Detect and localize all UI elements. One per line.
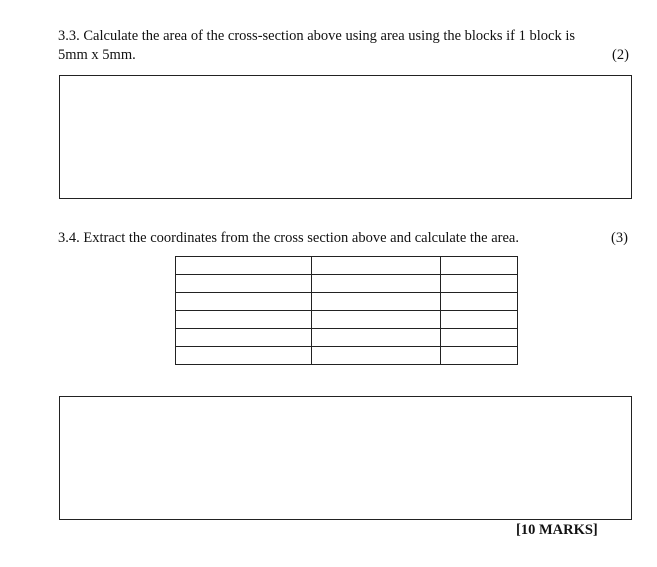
table-cell[interactable]	[176, 329, 312, 347]
table-cell[interactable]	[441, 311, 518, 329]
answer-box-3-4[interactable]	[59, 396, 632, 520]
question-3-4-marks: (3)	[611, 230, 628, 246]
table-cell[interactable]	[312, 293, 441, 311]
table-cell[interactable]	[312, 257, 441, 275]
table-row	[176, 329, 518, 347]
question-3-3-marks: (2)	[612, 47, 629, 63]
table-cell[interactable]	[176, 293, 312, 311]
table-row	[176, 275, 518, 293]
table-cell[interactable]	[312, 329, 441, 347]
table-cell[interactable]	[176, 347, 312, 365]
table-cell[interactable]	[176, 275, 312, 293]
table-cell[interactable]	[441, 275, 518, 293]
table-cell[interactable]	[176, 311, 312, 329]
table-cell[interactable]	[441, 347, 518, 365]
question-3-3-line1: 3.3. Calculate the area of the cross-section above using area using the blocks if 1 block is	[58, 28, 576, 44]
question-3-3-line2: 5mm x 5mm.	[58, 47, 136, 63]
table-row	[176, 311, 518, 329]
answer-box-3-3[interactable]	[59, 75, 632, 199]
table-cell[interactable]	[312, 311, 441, 329]
total-marks: [10 MARKS]	[516, 522, 598, 538]
table-cell[interactable]	[312, 347, 441, 365]
table-row	[176, 257, 518, 275]
table-cell[interactable]	[441, 257, 518, 275]
table-row	[176, 293, 518, 311]
table-cell[interactable]	[312, 275, 441, 293]
question-3-4-text: 3.4. Extract the coordinates from the cross section above and calculate the area.	[58, 230, 519, 246]
table-row	[176, 347, 518, 365]
table-cell[interactable]	[441, 329, 518, 347]
table-cell[interactable]	[441, 293, 518, 311]
coordinates-table	[175, 256, 518, 365]
table-cell[interactable]	[176, 257, 312, 275]
